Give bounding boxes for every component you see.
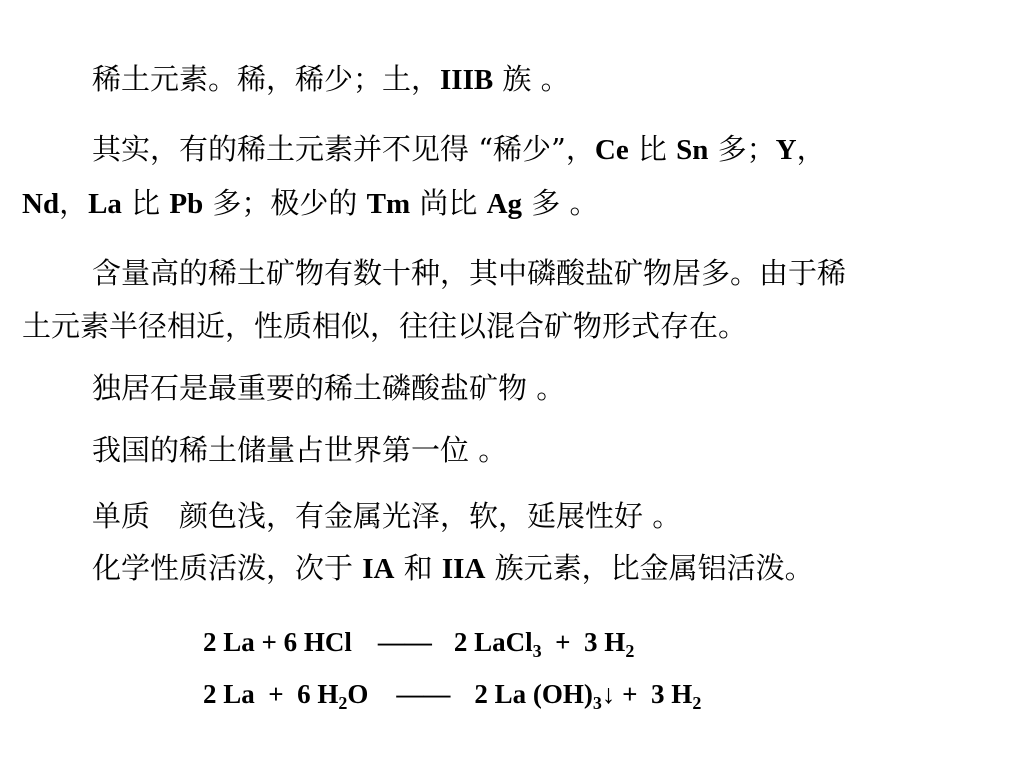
text-segment: 多；极少的 — [203, 186, 367, 220]
equation-arrow: —— — [377, 627, 432, 657]
element-symbol: Ag — [486, 188, 523, 220]
text-line-physical-properties: 单质 颜色浅，有金属光泽，软，延展性好 。 — [92, 499, 682, 533]
text-segment: 和 — [394, 551, 442, 585]
text-line-reserves: 我国的稀土储量占世界第一位 。 — [92, 433, 508, 467]
subscript: 2 — [338, 693, 348, 713]
subscript: 2 — [692, 693, 702, 713]
equation-la-water — [203, 677, 701, 711]
text-segment: 多； — [708, 132, 776, 166]
equation-arrow: —— — [396, 679, 451, 709]
subscript: 3 — [532, 641, 542, 661]
element-symbol: Pb — [169, 188, 204, 220]
text-line-minerals: 含量高的稀土矿物有数十种，其中磷酸盐矿物居多。由于稀 — [92, 256, 847, 290]
text-segment: 比 — [628, 132, 677, 166]
equation-la-hcl — [203, 625, 634, 659]
text-segment: 多 。 — [522, 186, 599, 220]
text-line-rare-earth-definition — [92, 61, 570, 98]
element-symbol: Ce — [594, 134, 629, 166]
text-segment: 族 。 — [493, 62, 570, 96]
group-label: IA — [362, 553, 395, 585]
text-line-minerals-continued: 土元素半径相近，性质相似，往往以混合矿物形式存在。 — [22, 309, 748, 343]
equation-product: ↓ + 3 H — [601, 679, 693, 709]
subscript: 2 — [625, 641, 635, 661]
equation-lhs: 2 La + 6 HCl — [203, 627, 352, 657]
element-symbol: La — [88, 188, 122, 220]
equation-product: + 3 H — [541, 627, 626, 657]
text-line-abundance — [92, 131, 826, 168]
text-segment: 比 — [121, 186, 170, 220]
text-segment: 尚比 — [410, 186, 487, 220]
element-symbol: Nd — [22, 188, 60, 220]
equation-lhs: O — [347, 679, 369, 709]
element-symbol: Y — [775, 134, 797, 166]
text-segment: 化学性质活泼，次于 — [92, 551, 363, 585]
element-symbol: Sn — [676, 134, 709, 166]
subscript: 3 — [592, 693, 602, 713]
element-symbol: Tm — [366, 188, 411, 220]
equation-lhs: 2 La + 6 H — [203, 679, 339, 709]
text-segment: ， — [59, 186, 89, 220]
text-segment: ， — [796, 132, 826, 166]
text-segment: 族元素，比金属铝活泼。 — [485, 551, 814, 585]
group-label: IIIB — [440, 64, 494, 96]
text-line-chemical-properties — [92, 550, 814, 587]
text-segment: 稀土元素。稀，稀少；土， — [92, 62, 441, 96]
text-line-abundance-continued — [22, 185, 598, 222]
text-line-monazite: 独居石是最重要的稀土磷酸盐矿物 。 — [92, 371, 566, 405]
equation-product: 2 La (OH) — [474, 679, 593, 709]
equation-product: 2 LaCl — [453, 627, 533, 657]
text-segment: 其实，有的稀土元素并不见得 “稀少”， — [92, 132, 595, 166]
group-label: IIA — [441, 553, 486, 585]
